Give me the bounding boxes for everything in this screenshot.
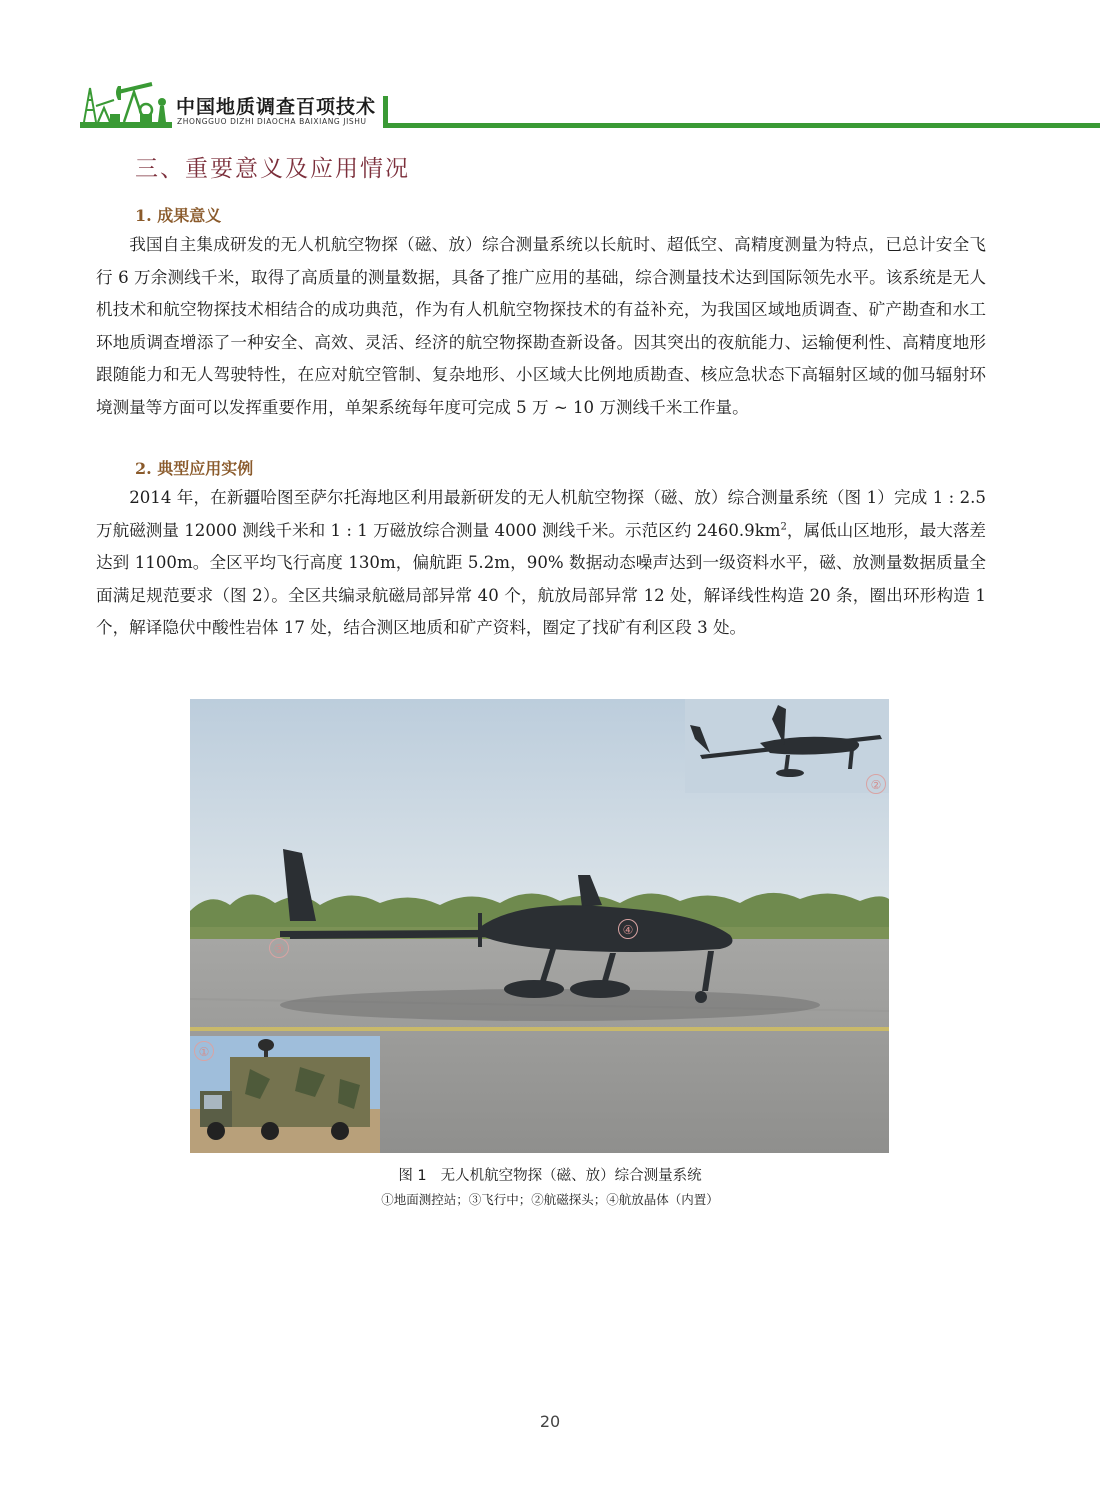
subsection-heading-significance: 1. 成果意义 bbox=[135, 206, 222, 225]
paragraph-application bbox=[96, 482, 986, 645]
oil-pumpjack-icon bbox=[80, 70, 172, 128]
marker-2: ② bbox=[866, 774, 886, 794]
page-number: 20 bbox=[539, 1412, 561, 1431]
figure-note: ①地面测控站；③飞行中；②航磁探头；④航放晶体（内置） bbox=[381, 1192, 719, 1207]
uav-photo-illustration bbox=[190, 699, 889, 1153]
series-subtitle: ZHONGGUO DIZHI DIAOCHA BAIXIANG JISHU bbox=[177, 117, 367, 126]
figure-number: 图 1 bbox=[398, 1168, 427, 1184]
figure-caption-text: 无人机航空物探（磁、放）综合测量系统 bbox=[440, 1168, 702, 1184]
paragraph-application-part1: 2014 年，在新疆哈图至萨尔托海地区利用最新研发的无人机航空物探（磁、放）综合测量系统（图 1）完成 1 : 2.5 万航磁测量 12000 测线千米和 1 : 1 万磁放综合测量 4000 测线千米。示范区约 2460.9km bbox=[96, 488, 986, 540]
series-title: 中国地质调查百项技术 bbox=[176, 96, 377, 118]
subsection-heading-application: 2. 典型应用实例 bbox=[135, 459, 254, 478]
figure-caption bbox=[0, 1164, 1100, 1185]
figure-uav-photo bbox=[190, 699, 889, 1153]
section-heading: 三、重要意义及应用情况 bbox=[135, 156, 410, 182]
paragraph-application-part2: ，属低山区地形，最大落差达到 1100m。全区平均飞行高度 130m，偏航距 5.2m，90% 数据动态噪声达到一级资料水平，磁、放测量数据质量全面满足规范要求（图 2）。全区共编录航磁局部异常 40 个，航放局部异常 12 处，解译线性构造 20 条，圈出环形构造 1 个，解译隐伏中酸性岩体 17 处，结合测区地质和矿产资料，圈定了找矿有利区段 3 处。 bbox=[96, 520, 987, 638]
superscript: 2 bbox=[780, 521, 787, 533]
marker-3: ③ bbox=[269, 938, 289, 958]
marker-4: ④ bbox=[618, 919, 638, 939]
header-rule bbox=[383, 123, 1100, 128]
marker-1: ① bbox=[194, 1041, 214, 1061]
paragraph-significance: 我国自主集成研发的无人机航空物探（磁、放）综合测量系统以长航时、超低空、高精度测量为特点，已总计安全飞行 6 万余测线千米，取得了高质量的测量数据，具备了推广应用的基础，综合测量技术达到国际领先水平。该系统是无人机技术和航空物探技术相结合的成功典范，作为有人机航空物探技术的有益补充，为我国区域地质调查、矿产勘查和水工环地质调查增添了一种安全、高效、灵活、经济的航空物探勘查新设备。因其突出的夜航能力、运输便利性、高精度地形跟随能力和无人驾驶特性，在应对航空管制、复杂地形、小区域大比例地质勘查、核应急状态下高辐射区域的伽马辐射环境测量等方面可以发挥重要作用，单架系统每年度可完成 5 万 ~ 10 万测线千米工作量。 bbox=[96, 235, 986, 417]
